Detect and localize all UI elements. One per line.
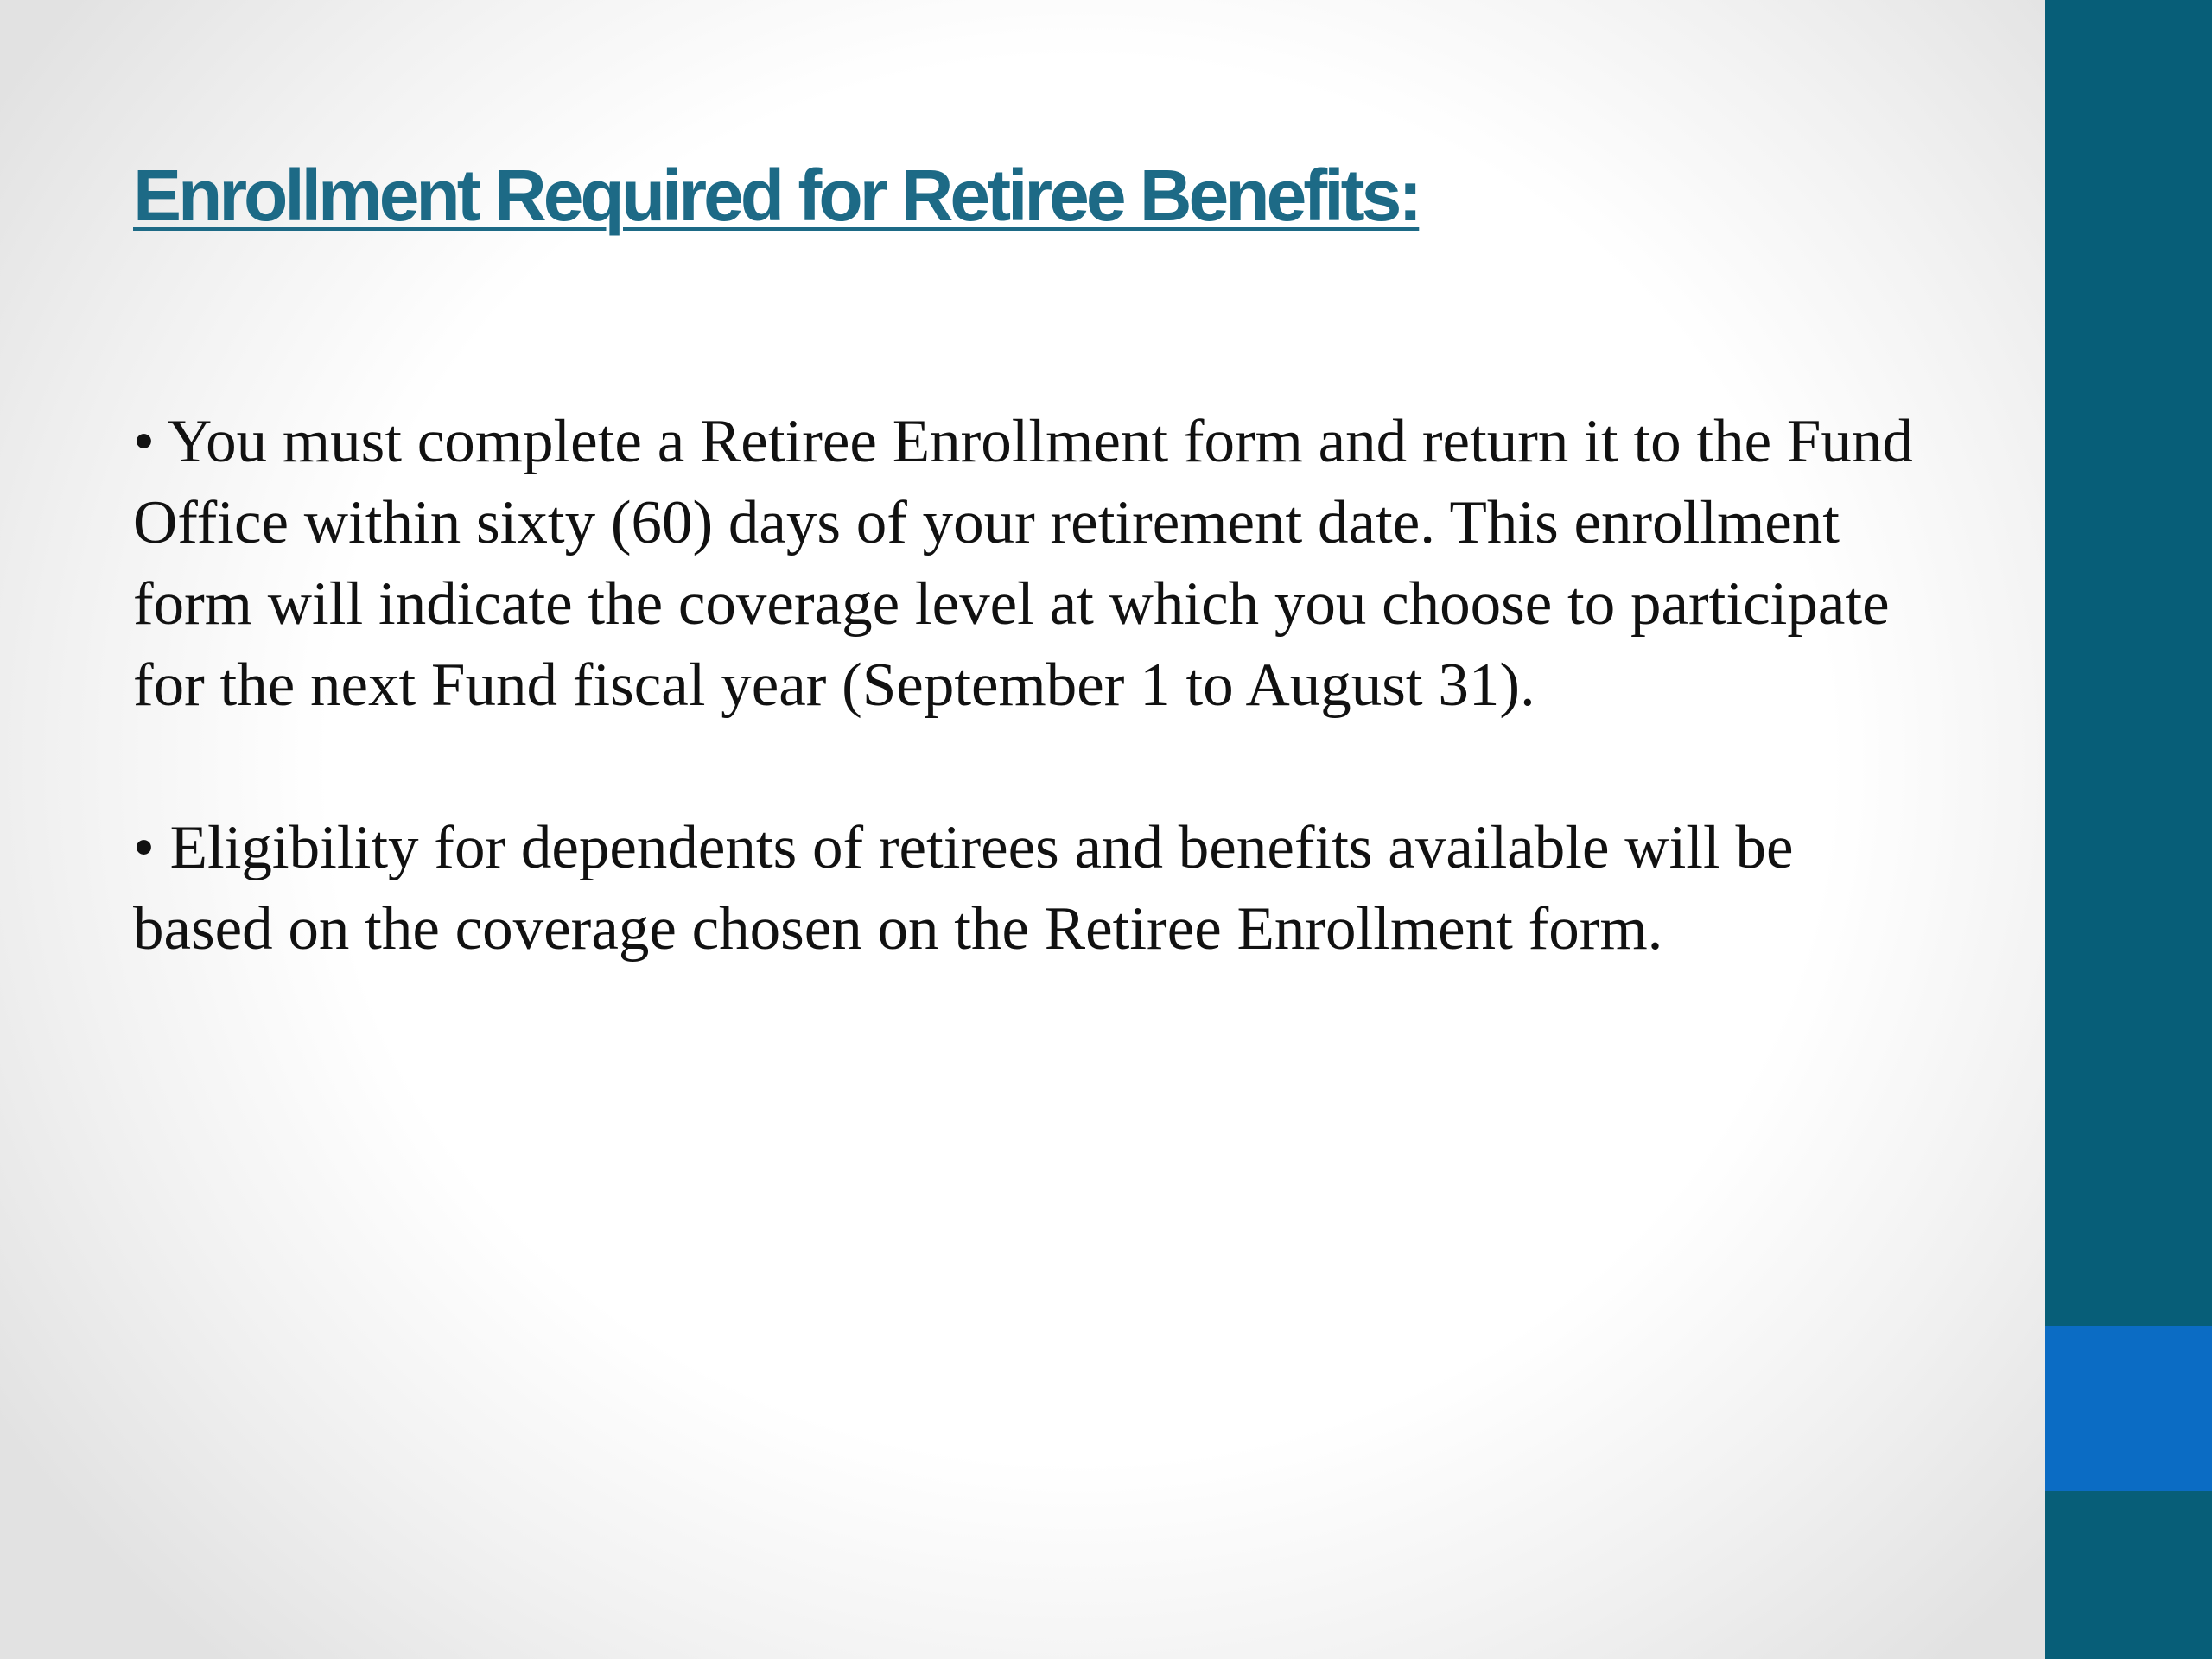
bullet-dependent-eligibility: • Eligibility for dependents of retirees and benefits available will be based on the coverage chosen on the Retiree Enrollment form.	[133, 814, 1794, 963]
slide-title: Enrollment Required for Retiree Benefits:	[133, 155, 1420, 236]
slide-body	[133, 401, 1939, 969]
side-bar-accent-block	[2045, 1326, 2212, 1491]
bullet-enrollment-deadline: • You must complete a Retiree Enrollment form and return it to the Fund Office within sixty (60) days of your retirement date. This enrollment form will indicate the coverage level at which you choose to participate for the next Fund fiscal year (September 1 to August 31).	[133, 408, 1913, 719]
